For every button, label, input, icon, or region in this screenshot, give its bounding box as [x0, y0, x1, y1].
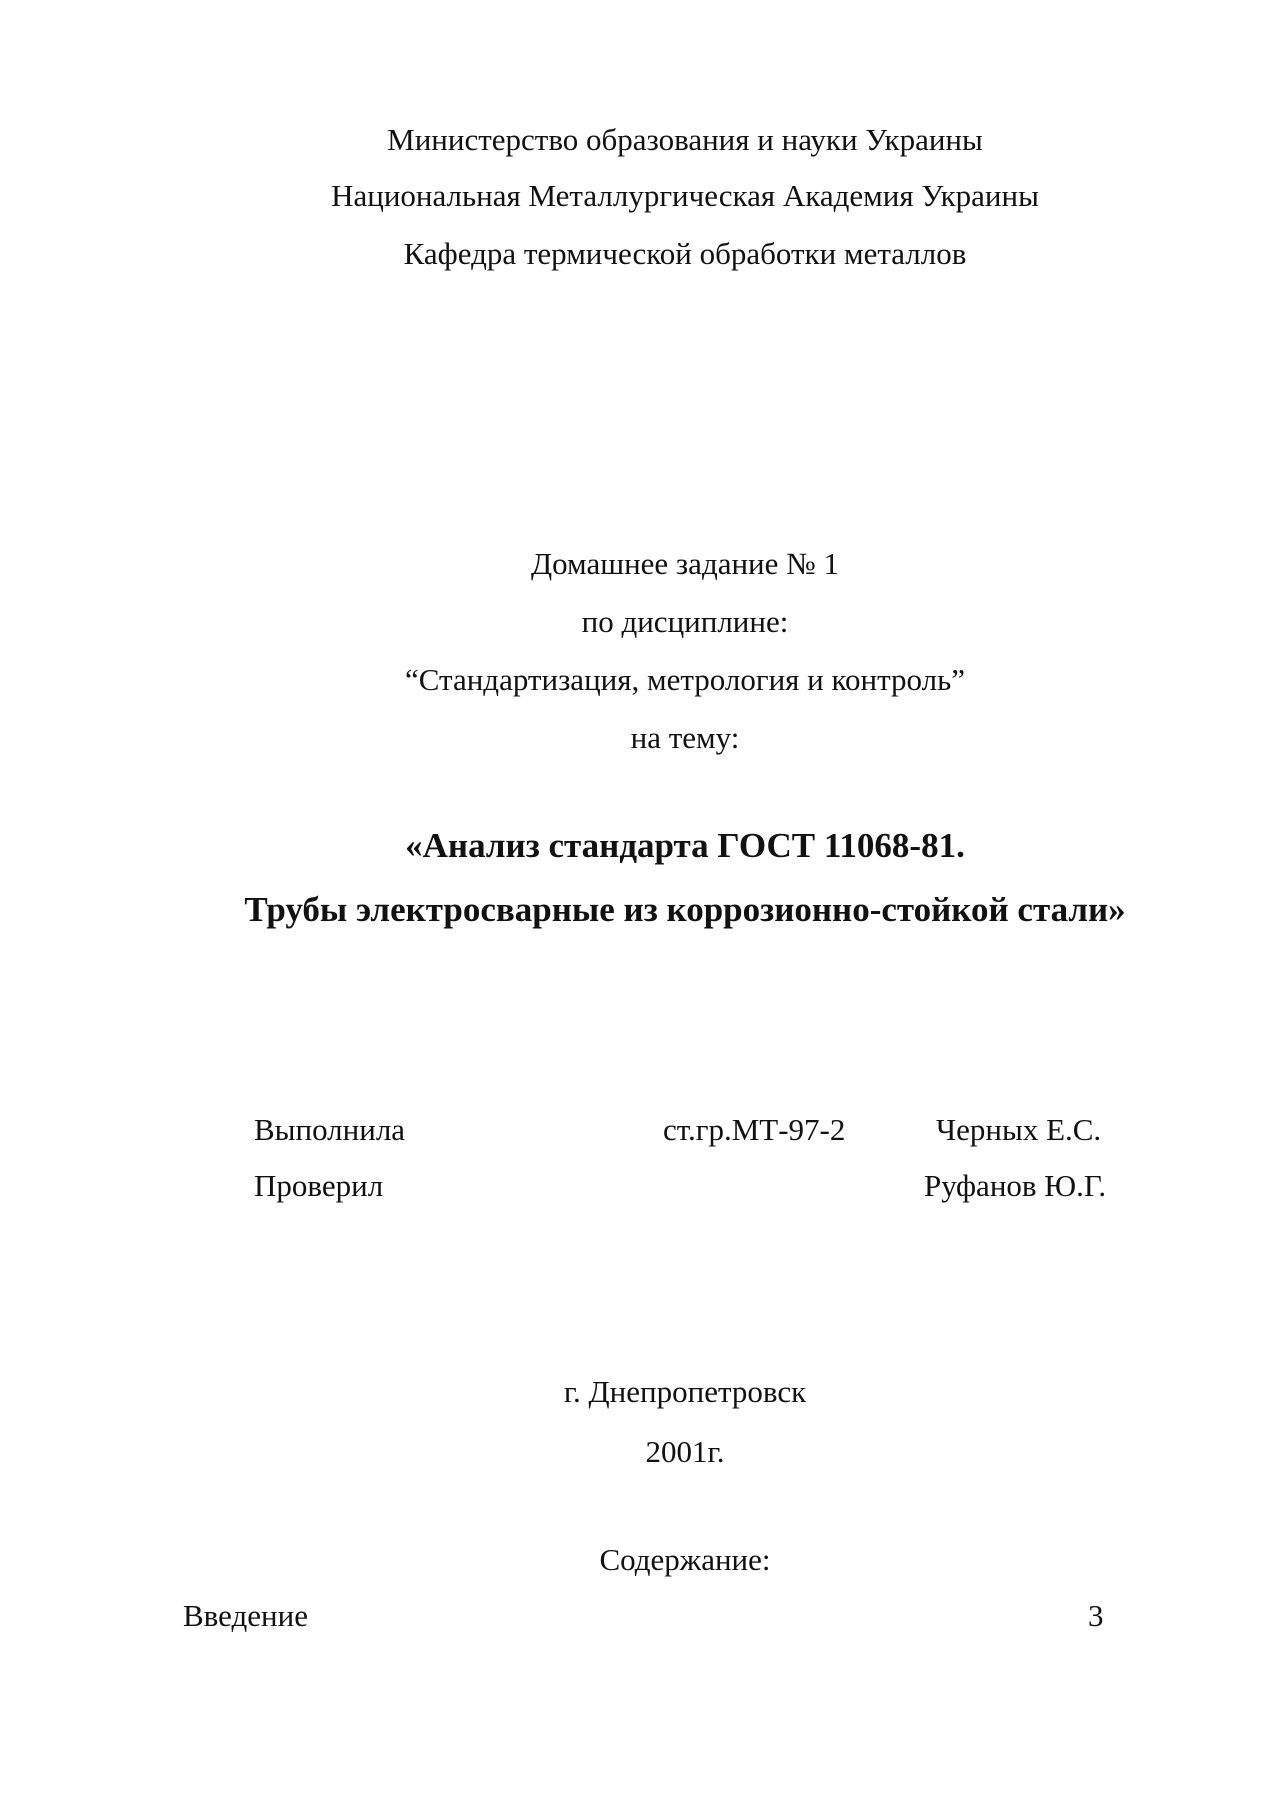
assignment-number: Домашнее задание № 1: [530, 546, 839, 581]
academy-name: Национальная Металлургическая Академия Украины: [331, 178, 1039, 213]
performer-name: Черных Е.С.: [936, 1112, 1102, 1147]
document-title-line2: Трубы электросварные из коррозионно-стойкой стали»: [244, 890, 1126, 929]
document-title-line1: «Анализ стандарта ГОСТ 11068-81.: [405, 826, 965, 865]
contents-item-page: 3: [1088, 1598, 1104, 1633]
assignment-discipline: “Стандартизация, метрология и контроль”: [405, 662, 965, 697]
checker-name: Руфанов Ю.Г.: [924, 1168, 1107, 1203]
assignment-discipline-label: по дисциплине:: [581, 604, 789, 639]
department-name: Кафедра термической обработки металлов: [403, 236, 967, 271]
city: г. Днепропетровск: [563, 1374, 807, 1409]
contents-item-title: Введение: [183, 1598, 308, 1633]
contents-heading: Содержание:: [599, 1542, 771, 1577]
year: 2001г.: [645, 1434, 725, 1469]
ministry-name: Министерство образования и науки Украины: [387, 122, 983, 157]
checked-label: Проверил: [254, 1168, 384, 1203]
student-group: ст.гр.МТ-97-2: [663, 1112, 846, 1147]
performed-label: Выполнила: [254, 1112, 406, 1147]
assignment-topic-label: на тему:: [630, 720, 740, 755]
